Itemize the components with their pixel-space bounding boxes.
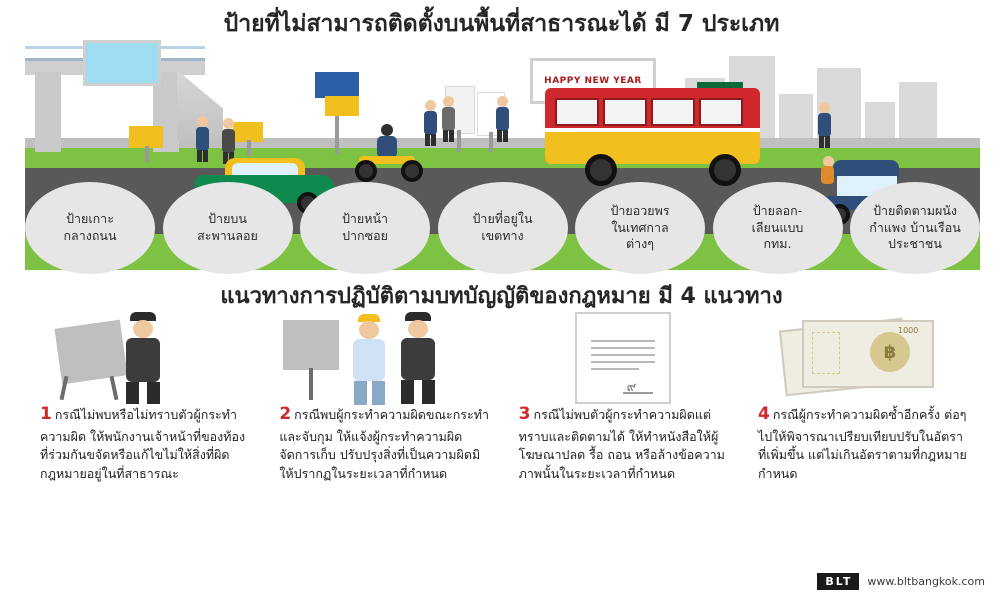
bubble-category-2[interactable] (163, 182, 293, 274)
guideline-3-text (519, 402, 731, 484)
bubble-6-line-2: เลียนแบบ (751, 219, 804, 235)
bubble-2-line-1: ป้ายบน (208, 211, 247, 227)
bubble-category-3[interactable] (300, 182, 430, 274)
guideline-column-3 (519, 310, 731, 565)
guideline-4-number: 4 (757, 404, 770, 424)
bubble-category-1[interactable] (25, 182, 155, 274)
bubble-category-7[interactable] (850, 182, 980, 274)
category-bubble-row (25, 182, 980, 278)
guideline-1-text (40, 402, 252, 484)
guideline-4-text (758, 402, 970, 484)
guideline-1-number: 1 (40, 404, 52, 424)
bubble-5-line-1: ป้ายอวยพร (610, 202, 670, 218)
bubble-4-line-2: เขตทาง (481, 228, 524, 243)
guideline-column-2 (279, 310, 491, 565)
guideline-column-1 (40, 310, 252, 565)
happy-new-year-billboard: HAPPY NEW YEAR (530, 58, 656, 104)
footer-website-url[interactable]: www.bltbangkok.com (867, 575, 985, 588)
guideline-3-body: กรณีไม่พบตัวผู้กระทำความผิดแต่ทราบและติดตามได้ ให้ทำหนังสือให้ผู้โฆษณาปลด รื้อ ถอน หรือล้างข้อความ ภาพนั้นในระยะเวลาที่กำหนด (518, 407, 725, 481)
bubble-7-line-3: ประชาชน (888, 236, 942, 252)
bubble-7-line-1: ป้ายติดตามผนัง (873, 202, 957, 218)
bubble-1-line-2: กลางถนน (63, 228, 117, 243)
bubble-6-line-1: ป้ายลอก- (752, 202, 803, 218)
guideline-2-number: 2 (279, 404, 292, 424)
city-bus (545, 88, 760, 164)
bubble-4-line-1: ป้ายที่อยู่ใน (472, 211, 533, 227)
banknote-front: ฿ 1000 (802, 320, 934, 388)
letter-document: ๙ (575, 312, 671, 404)
bubble-2-line-2: สะพานลอย (197, 228, 258, 243)
illustration-banknotes-fine (758, 310, 970, 402)
guideline-4-body: กรณีผู้กระทำความผิดซ้ำอีกครั้ง ต่อๆ ไปให้พิจารณาเปรียบเทียบปรับในอัตราที่เพิ่มขึ้น แต่ไม่เกินอัตราตามที่กฎหมายกำหนด (757, 407, 967, 481)
bridge-billboard-sign (83, 40, 161, 86)
bubble-5-line-2: ในเทศกาล (611, 219, 669, 235)
bubble-6-line-3: กทม. (763, 236, 792, 252)
blt-logo: BLT (817, 573, 859, 590)
section-title: แนวทางการปฏิบัติตามบทบัญญัติของกฎหมาย มี 4 แนวทาง (220, 284, 783, 309)
bubble-category-6[interactable] (713, 182, 843, 274)
page-title: ป้ายที่ไม่สามารถติดตั้งบนพื้นที่สาธารณะได้ มี 7 ประเภท (223, 11, 780, 37)
illustration-arrest-offender (279, 310, 491, 402)
bubble-7-line-2: กำแพง บ้านเรือน (869, 219, 961, 235)
bubble-3-line-2: ปากซอย (342, 228, 388, 243)
illustration-officer-removing-sign (40, 310, 252, 402)
guideline-2-text (279, 402, 491, 484)
bubble-3-line-1: ป้ายหน้า (341, 211, 389, 227)
bubble-category-5[interactable] (575, 182, 705, 274)
guideline-1-body: กรณีไม่พบหรือไม่ทราบตัวผู้กระทำความผิด ให้พนักงานเจ้าหน้าที่ของท้องที่ร่วมกันขจัดหรือแก้ไขไม่ให้สิ่งที่ผิดกฎหมายอยู่ในที่สาธารณะ (40, 407, 246, 481)
guideline-column-4 (758, 310, 970, 565)
illustration-official-letter (519, 310, 731, 402)
guideline-columns (40, 310, 970, 565)
bubble-1-line-1: ป้ายเกาะ (66, 211, 114, 227)
guideline-2-body: กรณีพบผู้กระทำความผิดขณะกระทำและจับกุม ให้แจ้งผู้กระทำความผิดจัดการเก็บ ปรับปรุงสิ่งที่เป็นความผิดมิให้ปรากฏในระยะเวลาที่กำหนด (279, 407, 489, 481)
bubble-category-4[interactable] (438, 182, 568, 274)
bubble-5-line-3: ต่างๆ (626, 236, 654, 252)
footer (817, 573, 985, 590)
guideline-3-number: 3 (518, 404, 531, 424)
